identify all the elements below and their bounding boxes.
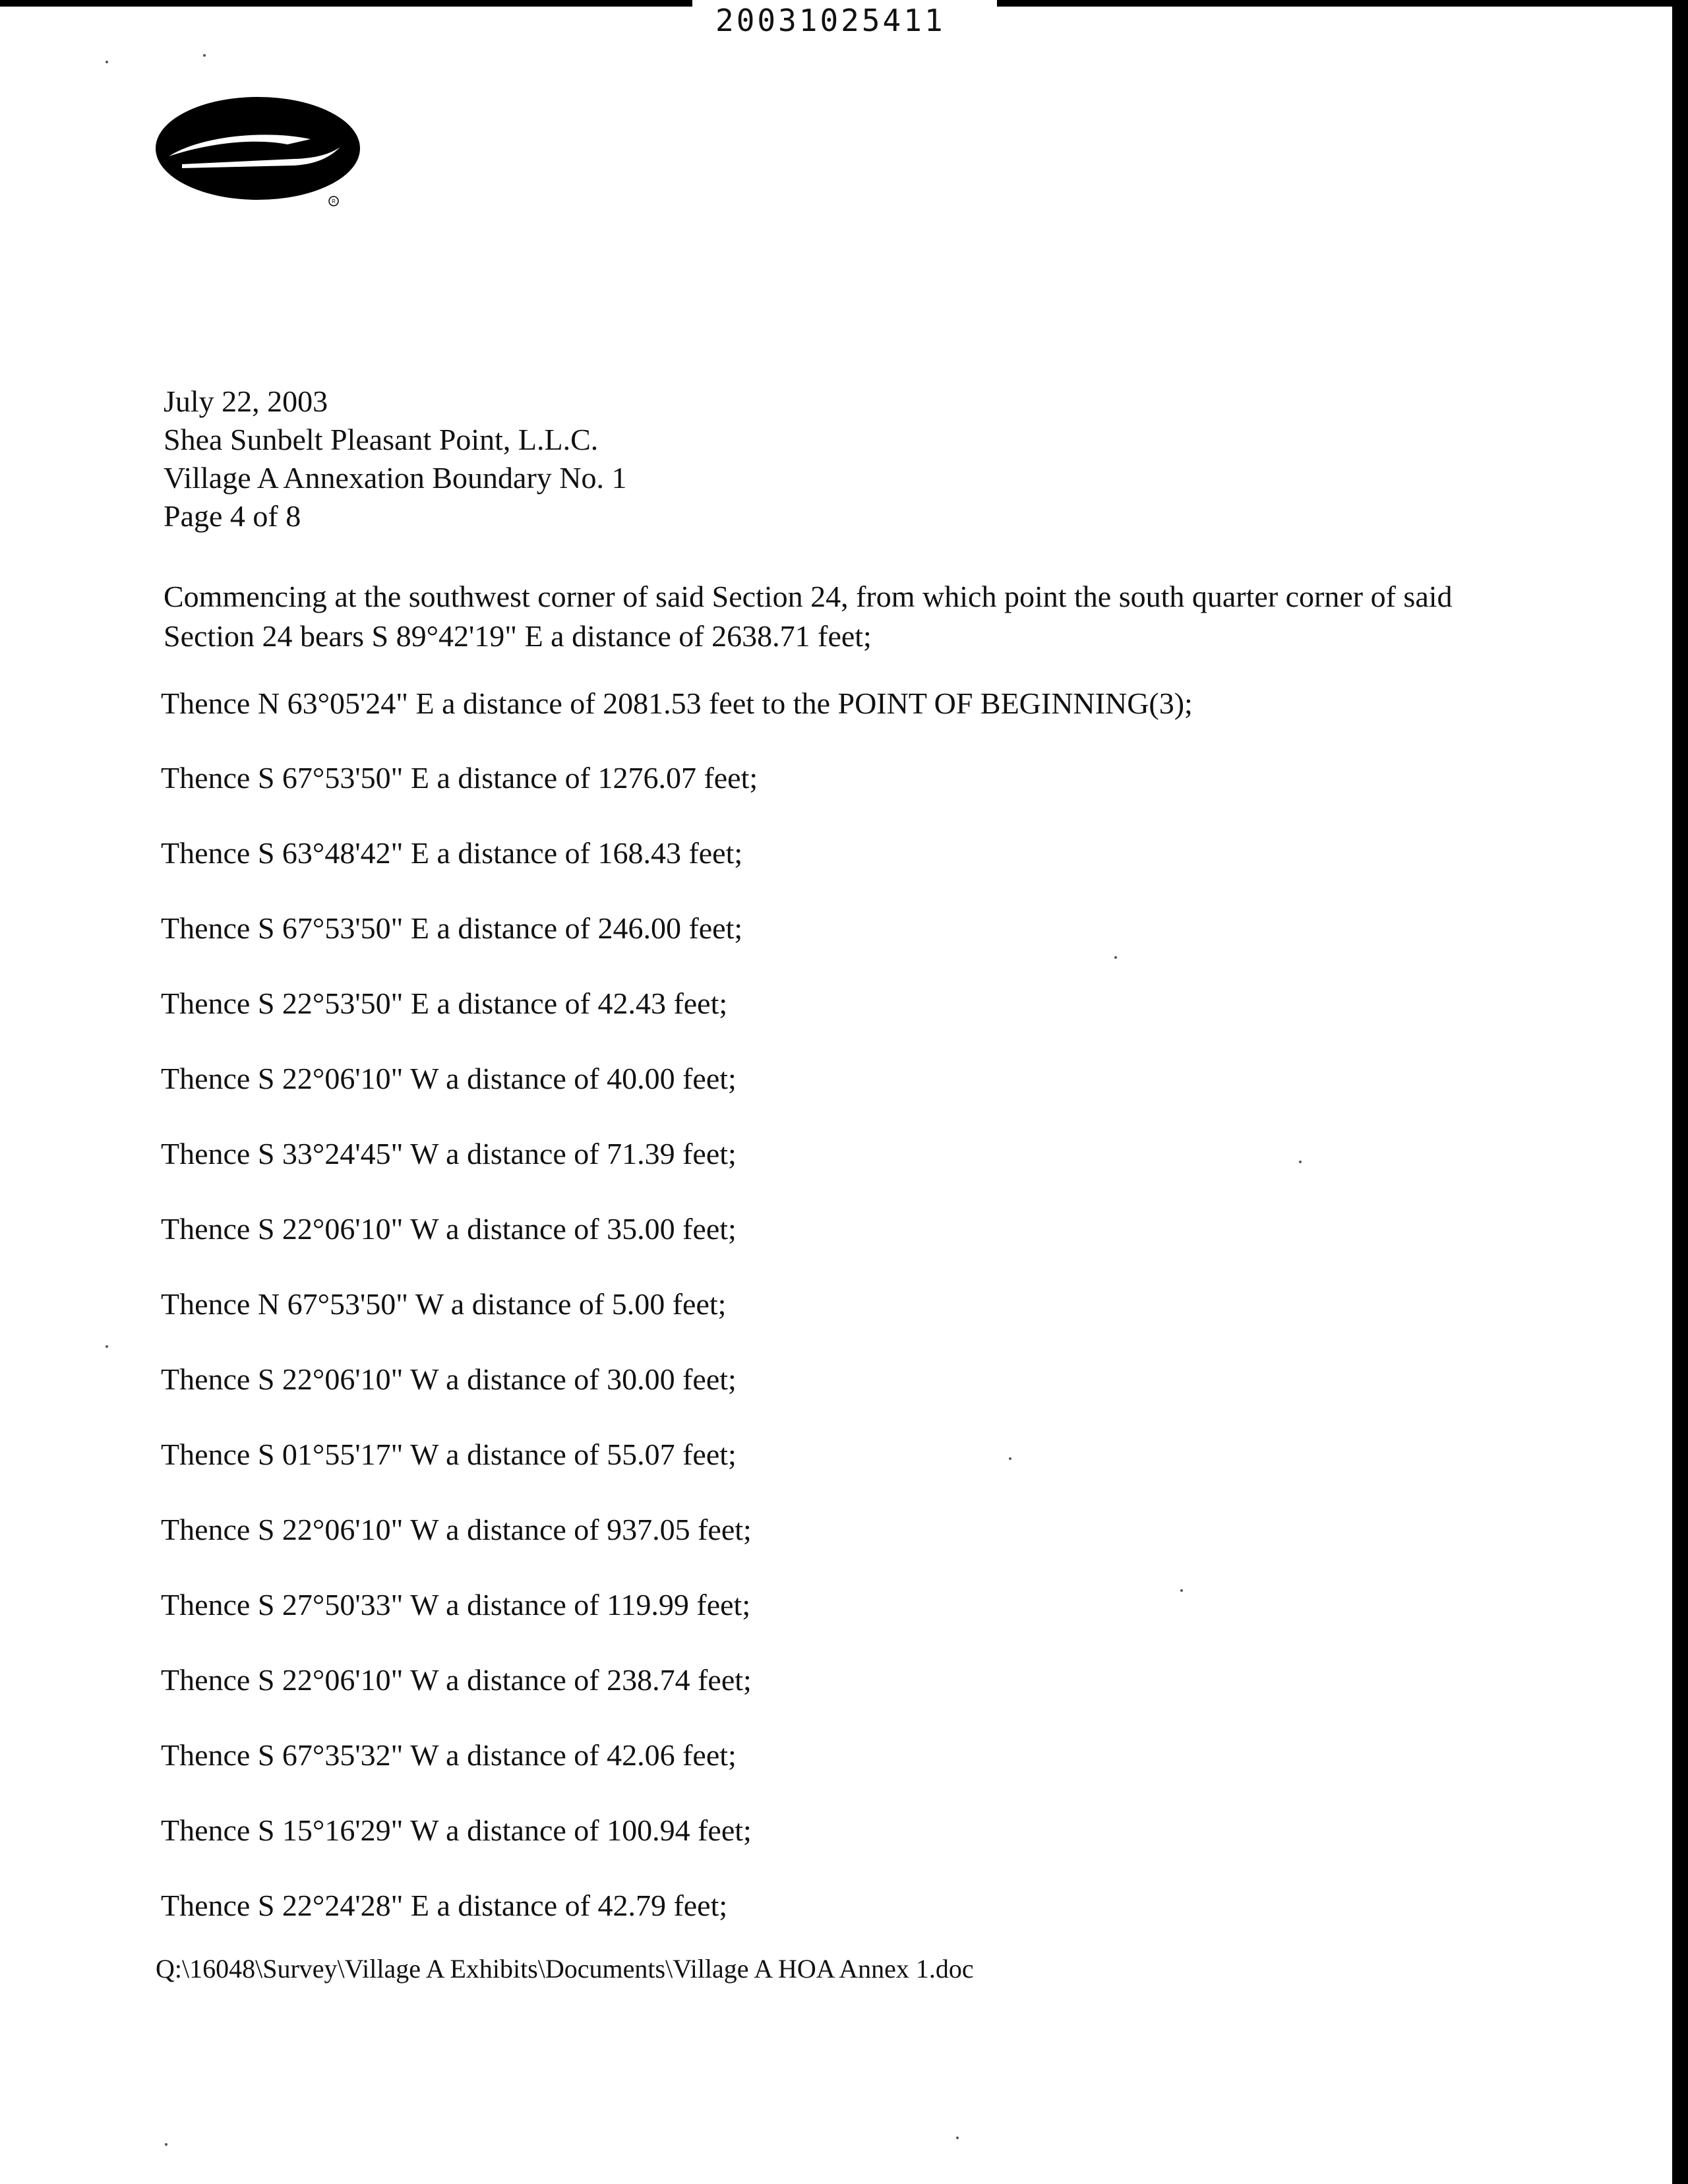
header-page-number: Page 4 of 8	[164, 499, 301, 533]
header-project: Village A Annexation Boundary No. 1	[164, 461, 627, 495]
course-line: Thence S 33°24'45" W a distance of 71.39 feet;	[161, 1137, 737, 1170]
course-line: Thence N 67°53'50" W a distance of 5.00 feet;	[161, 1287, 727, 1321]
scan-speck	[165, 2143, 167, 2146]
scan-speck	[1180, 1589, 1183, 1592]
course-line: Thence S 01°55'17" W a distance of 55.07 feet;	[161, 1438, 737, 1471]
course-line: Thence S 22°06'10" W a distance of 238.74 feet;	[161, 1663, 752, 1697]
course-line: Thence S 67°53'50" E a distance of 246.00 feet;	[161, 911, 743, 945]
scan-edge-right	[1672, 0, 1688, 2184]
registered-mark: R	[332, 198, 336, 204]
course-line: Thence S 22°06'10" W a distance of 30.00 feet;	[161, 1362, 737, 1396]
header-date: July 22, 2003	[164, 384, 328, 418]
top-border-right	[997, 0, 1688, 7]
scan-speck	[1114, 956, 1117, 959]
scan-speck	[1299, 1161, 1302, 1163]
footer-file-path: Q:\16048\Survey\Village A Exhibits\Documents\Village A HOA Annex 1.doc	[156, 1954, 974, 1984]
course-line: Thence S 27°50'33" W a distance of 119.99 feet;	[161, 1588, 751, 1622]
course-line: Thence S 22°53'50" E a distance of 42.43 feet;	[161, 986, 728, 1020]
course-line: Thence S 15°16'29" W a distance of 100.94 feet;	[161, 1813, 752, 1847]
document-header	[164, 382, 627, 535]
scan-speck	[106, 61, 108, 63]
commencing-paragraph: Commencing at the southwest corner of said Section 24, from which point the south quarter corner of said Section 24 bears S 89°42'19" E a distance of 2638.71 feet;	[164, 580, 1453, 653]
scan-speck	[1009, 1457, 1011, 1460]
scan-speck	[203, 54, 206, 57]
course-line: Thence S 67°35'32" W a distance of 42.06 feet;	[161, 1738, 737, 1772]
legal-description	[164, 577, 1482, 656]
course-line: Thence S 67°53'50" E a distance of 1276.07 feet;	[161, 761, 758, 795]
header-company: Shea Sunbelt Pleasant Point, L.L.C.	[164, 423, 599, 456]
course-line: Thence S 22°06'10" W a distance of 937.05 feet;	[161, 1513, 752, 1546]
course-line: Thence N 63°05'24" E a distance of 2081.53 feet to the POINT OF BEGINNING(3);	[161, 686, 1193, 720]
shea-swoosh-logo-icon	[156, 96, 367, 211]
course-line: Thence S 22°24'28" E a distance of 42.79 feet;	[161, 1889, 728, 1922]
top-border-left	[0, 0, 692, 7]
course-line: Thence S 63°48'42" E a distance of 168.43 feet;	[161, 836, 743, 870]
scan-speck	[106, 1345, 108, 1348]
course-line: Thence S 22°06'10" W a distance of 40.00 feet;	[161, 1062, 737, 1095]
scan-speck	[956, 2137, 959, 2139]
document-number: 20031025411	[715, 3, 946, 38]
course-line: Thence S 22°06'10" W a distance of 35.00 feet;	[161, 1212, 737, 1246]
